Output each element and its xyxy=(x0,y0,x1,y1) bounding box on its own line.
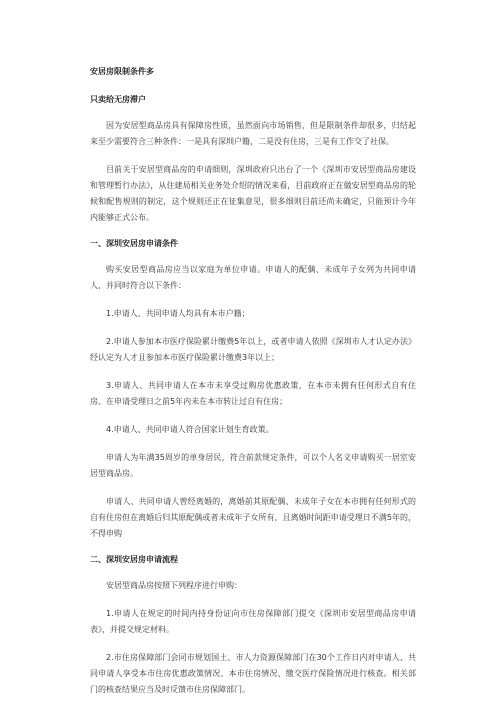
intro-paragraph-2: 目前关于安居型商品房的申请细则，深圳政府只出台了一个《深圳市安居型商品房建设和管理暂行办法》，从住建局相关业务处介绍的情况来看，目前政府正在做安居型商品房的轮候和配售规则的制定，这个规则还正在征集意见，很多细则目前还尚未确定，只能预计今年内能够正式公布。 xyxy=(90,165,416,222)
procedure-step-2: 2.市住房保障部门会同市规划国土、市人力资源保障部门在30个工作日内对申请人、共同申请人享受本市住房优惠政策情况、本市住房情况、缴交医疗保险情况进行核查。相关部门的核查结果应当及时反馈市住房保障部门。 xyxy=(90,653,416,694)
condition-1: 1.申请人、共同申请人均具有本市户籍； xyxy=(106,309,250,318)
condition-2: 2.申请人参加本市医疗保险累计缴费5年以上，或者申请人依照《深圳市人才认定办法》经认定为人才且参加本市医疗保险累计缴费3年以上； xyxy=(90,337,416,362)
section-1-paragraph: 购买安居型商品房应当以家庭为单位申请。申请人的配偶、未成年子女列为共同申请人，并同时符合以下条件： xyxy=(90,265,416,290)
document-title: 安居房限制条件多 xyxy=(90,67,154,76)
single-resident-rule: 申请人为年满35周岁的单身居民，符合前款规定条件，可以个人名义申请购买一居室安居型商品房。 xyxy=(90,453,416,478)
divorce-rule: 申请人、共同申请人曾经离婚的，离婚前其原配偶、未成年子女在本市拥有任何形式的自有住房但在离婚后归其原配偶或者未成年子女所有，且离婚时间距申请受理日不满5年的，不得申购 xyxy=(90,497,416,538)
intro-paragraph-1: 因为安居型商品房具有保障房性质，虽然面向市场销售，但是限制条件却很多，归结起来至少需要符合三种条件：一是具有深圳户籍，二是没有住房，三是有工作交了社保。 xyxy=(90,121,416,146)
document-subtitle: 只卖给无房滞户 xyxy=(90,95,146,104)
section-2-paragraph: 安居型商品房按照下列程序进行申购： xyxy=(106,581,242,590)
condition-3: 3.申请人、共同申请人在本市未享受过购房优惠政策，在本市未拥有任何形式自有住房、在申请受理日之前5年内未在本市转让过自有住房； xyxy=(90,381,416,406)
condition-4: 4.申请人、共同申请人符合国家计划生育政策。 xyxy=(106,425,274,434)
section-2-heading: 二、深圳安居房申请流程 xyxy=(90,555,178,564)
section-1-heading: 一、深圳安居房申请条件 xyxy=(90,239,178,248)
procedure-step-1: 1.申请人在规定的时间内持身份证向市住房保障部门提交《深圳市安居型商品房申请表》，并提交规定材料。 xyxy=(90,609,416,634)
document-page xyxy=(90,66,416,708)
